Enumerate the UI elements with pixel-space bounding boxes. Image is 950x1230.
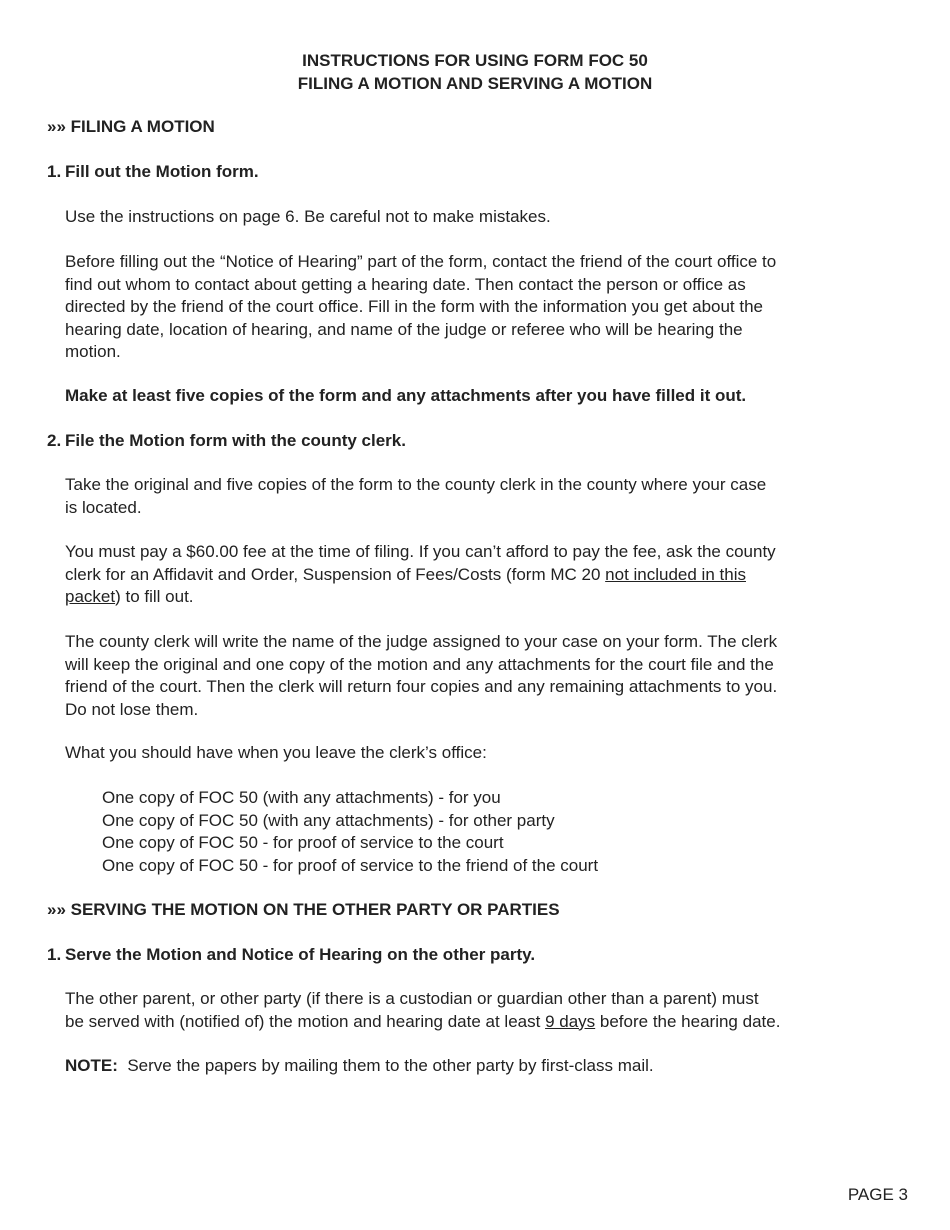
filing-step-1-copies-note <box>65 385 865 408</box>
filing-step-2-paragraph-1 <box>65 474 865 519</box>
paragraph-line <box>65 586 865 609</box>
paragraph-line: directed by the friend of the court office. Fill in the form with the information you get about the <box>65 297 764 316</box>
paragraph-line: The other parent, or other party (if there is a custodian or guardian other than a parent) must <box>65 989 759 1008</box>
paragraph-line <box>65 564 865 587</box>
serving-step-1-paragraph <box>65 988 865 1033</box>
step-number: 2. <box>47 431 62 450</box>
copies-list <box>102 787 598 877</box>
paragraph-text: Make at least five copies of the form and any attachments after you have filled it out. <box>65 386 747 405</box>
step-label: Serve the Motion and Notice of Hearing on the other party. <box>65 945 536 964</box>
paragraph-line: You must pay a $60.00 fee at the time of filing. If you can’t afford to pay the fee, ask the county <box>65 542 776 561</box>
note-text: Serve the papers by mailing them to the other party by first-class mail. <box>117 1056 654 1075</box>
paragraph-line <box>65 1011 865 1034</box>
underlined-text: 9 days <box>545 1011 596 1031</box>
list-item: One copy of FOC 50 - for proof of service to the friend of the court <box>102 855 599 875</box>
page-title <box>0 49 950 95</box>
filing-step-1-paragraph-1 <box>65 206 865 229</box>
filing-step-2-checklist-intro <box>65 742 865 765</box>
paragraph-text: What you should have when you leave the clerk’s office: <box>65 743 487 762</box>
section-heading-filing: »» FILING A MOTION <box>47 117 215 136</box>
step-label: File the Motion form with the county clerk. <box>65 431 406 450</box>
paragraph-line: The county clerk will write the name of the judge assigned to your case on your form. The clerk <box>65 632 778 651</box>
title-line-1: INSTRUCTIONS FOR USING FORM FOC 50 <box>302 51 648 70</box>
filing-step-1-paragraph-2 <box>65 251 865 364</box>
paragraph-text: Use the instructions on page 6. Be careful not to make mistakes. <box>65 207 551 226</box>
underlined-text: packet <box>65 587 116 606</box>
list-item: One copy of FOC 50 (with any attachments) - for other party <box>102 810 555 830</box>
paragraph-text: before the hearing date. <box>595 1011 781 1031</box>
list-item: One copy of FOC 50 - for proof of service to the court <box>102 833 504 852</box>
filing-step-2-clerk-paragraph <box>65 631 865 721</box>
paragraph-text: ) to fill out. <box>115 587 194 606</box>
step-label: Fill out the Motion form. <box>65 162 259 181</box>
step-number: 1. <box>47 162 62 181</box>
filing-step-2-heading <box>47 430 406 453</box>
filing-step-2-fee-paragraph <box>65 541 865 609</box>
step-number: 1. <box>47 945 62 964</box>
underlined-text: not included in this <box>605 564 746 584</box>
section-heading-serving: »» SERVING THE MOTION ON THE OTHER PARTY OR PARTIES <box>47 900 560 919</box>
paragraph-line: is located. <box>65 497 142 517</box>
serving-note <box>65 1055 865 1078</box>
note-label: NOTE: <box>65 1056 118 1075</box>
note-line <box>65 1055 865 1078</box>
paragraph-line: Do not lose them. <box>65 699 199 719</box>
title-line-2: FILING A MOTION AND SERVING A MOTION <box>297 74 653 93</box>
paragraph-line: hearing date, location of hearing, and name of the judge or referee who will be hearing the <box>65 319 743 339</box>
paragraph-line: find out whom to contact about getting a hearing date. Then contact the person or office as <box>65 274 746 294</box>
paragraph-line: friend of the court. Then the clerk will return four copies and any remaining attachments to you. <box>65 677 778 696</box>
page-number: PAGE 3 <box>847 1185 908 1204</box>
paragraph-text: be served with (notified of) the motion and hearing date at least <box>65 1011 546 1031</box>
serving-step-1-heading <box>47 944 535 967</box>
list-item: One copy of FOC 50 (with any attachments) - for you <box>102 788 501 807</box>
paragraph-line: Before filling out the “Notice of Hearing” part of the form, contact the friend of the court office to <box>65 252 777 271</box>
paragraph-line: motion. <box>65 342 121 361</box>
filing-step-1-heading <box>47 161 259 184</box>
paragraph-line: Take the original and five copies of the form to the county clerk in the county where your case <box>65 475 767 494</box>
paragraph-line: will keep the original and one copy of the motion and any attachments for the court file and the <box>65 654 774 674</box>
paragraph-text: clerk for an Affidavit and Order, Suspension of Fees/Costs (form MC 20 <box>65 564 606 584</box>
